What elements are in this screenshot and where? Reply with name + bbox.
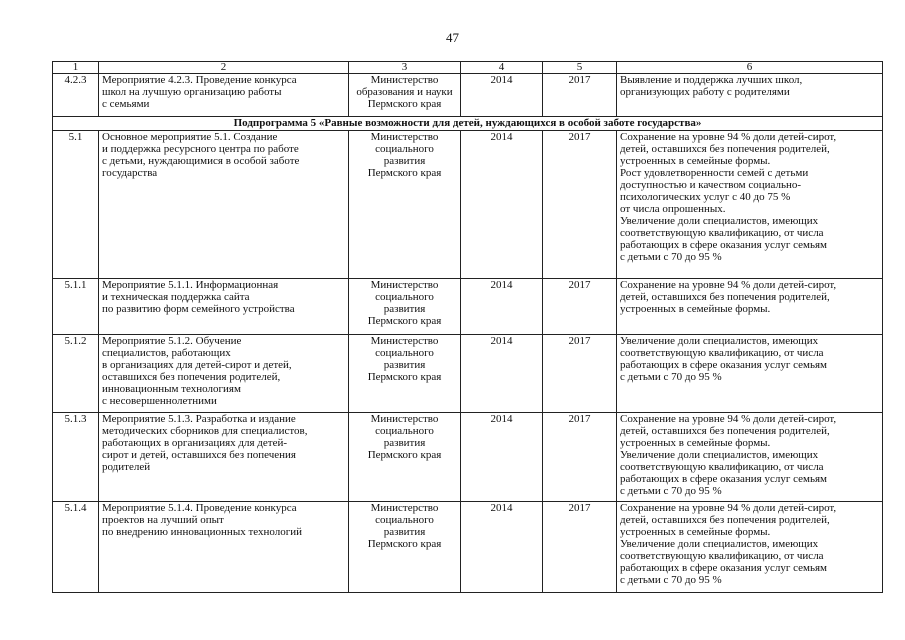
activity-name: Мероприятие 5.1.3. Разработка и издание методических сборников для специалистов, работающих в организациях для детей- сирот и детей, оставшихся без попечения родителей	[99, 413, 349, 502]
activity-name: Мероприятие 5.1.4. Проведение конкурса проектов на лучший опыт по внедрению инновационных технологий	[99, 502, 349, 593]
executor: Министерство социального развития Пермского края	[349, 279, 461, 335]
executor: Министерство социального развития Пермского края	[349, 502, 461, 593]
row-id: 5.1.3	[53, 413, 99, 502]
activity-name: Мероприятие 5.1.1. Информационная и техническая поддержка сайта по развитию форм семейного устройства	[99, 279, 349, 335]
row-id: 4.2.3	[53, 74, 99, 117]
expected-result: Сохранение на уровне 94 % доли детей-сирот, детей, оставшихся без попечения родителей, устроенных в семейные формы.	[617, 279, 883, 335]
expected-result: Сохранение на уровне 94 % доли детей-сирот, детей, оставшихся без попечения родителей, устроенных в семейные формы. Увеличение доли специалистов, имеющих соответствующую квалификацию, от числа работающих в сфере оказания услуг семьям с детьми с 70 до 95 %	[617, 502, 883, 593]
column-number: 1	[53, 62, 99, 74]
start-year: 2014	[461, 502, 543, 593]
column-number: 4	[461, 62, 543, 74]
start-year: 2014	[461, 413, 543, 502]
end-year: 2017	[543, 279, 617, 335]
column-number: 3	[349, 62, 461, 74]
activity-name: Мероприятие 5.1.2. Обучение специалистов, работающих в организациях для детей-сирот и детей, оставшихся без попечения родителей, инновационным технологиям с несовершеннолетними	[99, 335, 349, 413]
row-id: 5.1.2	[53, 335, 99, 413]
executor: Министерство социального развития Пермского края	[349, 131, 461, 279]
table-row	[53, 413, 883, 502]
executor: Министерство образования и науки Пермского края	[349, 74, 461, 117]
activity-name: Основное мероприятие 5.1. Создание и поддержка ресурсного центра по работе с детьми, нуждающимися в особой заботе государства	[99, 131, 349, 279]
row-id: 5.1	[53, 131, 99, 279]
end-year: 2017	[543, 413, 617, 502]
expected-result: Сохранение на уровне 94 % доли детей-сирот, детей, оставшихся без попечения родителей, устроенных в семейные формы. Увеличение доли специалистов, имеющих соответствующую квалификацию, от числа работающих в сфере оказания услуг семьям с детьми с 70 до 95 %	[617, 413, 883, 502]
activities-table	[52, 61, 883, 593]
start-year: 2014	[461, 279, 543, 335]
table-row	[53, 279, 883, 335]
subprogram-title: Подпрограмма 5 «Равные возможности для детей, нуждающихся в особой заботе государства»	[53, 117, 883, 131]
table-row	[53, 335, 883, 413]
row-id: 5.1.1	[53, 279, 99, 335]
page-number: 47	[446, 30, 459, 45]
column-number: 6	[617, 62, 883, 74]
column-number: 5	[543, 62, 617, 74]
end-year: 2017	[543, 335, 617, 413]
column-number: 2	[99, 62, 349, 74]
end-year: 2017	[543, 74, 617, 117]
start-year: 2014	[461, 74, 543, 117]
expected-result: Сохранение на уровне 94 % доли детей-сирот, детей, оставшихся без попечения родителей, устроенных в семейные формы. Рост удовлетворенности семей с детьми доступностью и качеством социально- психологических услуг с 40 до 75 % от числа опрошенных. Увеличение доли специалистов, имеющих соответствующую квалификацию, от числа работающих в сфере оказания услуг семьям с детьми с 70 до 95 %	[617, 131, 883, 279]
column-number-row	[53, 62, 883, 74]
executor: Министерство социального развития Пермского края	[349, 335, 461, 413]
table-row	[53, 74, 883, 117]
table-row	[53, 131, 883, 279]
expected-result: Выявление и поддержка лучших школ, организующих работу с родителями	[617, 74, 883, 117]
end-year: 2017	[543, 502, 617, 593]
executor: Министерство социального развития Пермского края	[349, 413, 461, 502]
activity-name: Мероприятие 4.2.3. Проведение конкурса школ на лучшую организацию работы с семьями	[99, 74, 349, 117]
end-year: 2017	[543, 131, 617, 279]
start-year: 2014	[461, 131, 543, 279]
start-year: 2014	[461, 335, 543, 413]
row-id: 5.1.4	[53, 502, 99, 593]
table-row	[53, 502, 883, 593]
expected-result: Увеличение доли специалистов, имеющих соответствующую квалификацию, от числа работающих в сфере оказания услуг семьям с детьми с 70 до 95 %	[617, 335, 883, 413]
subprogram-row	[53, 117, 883, 131]
